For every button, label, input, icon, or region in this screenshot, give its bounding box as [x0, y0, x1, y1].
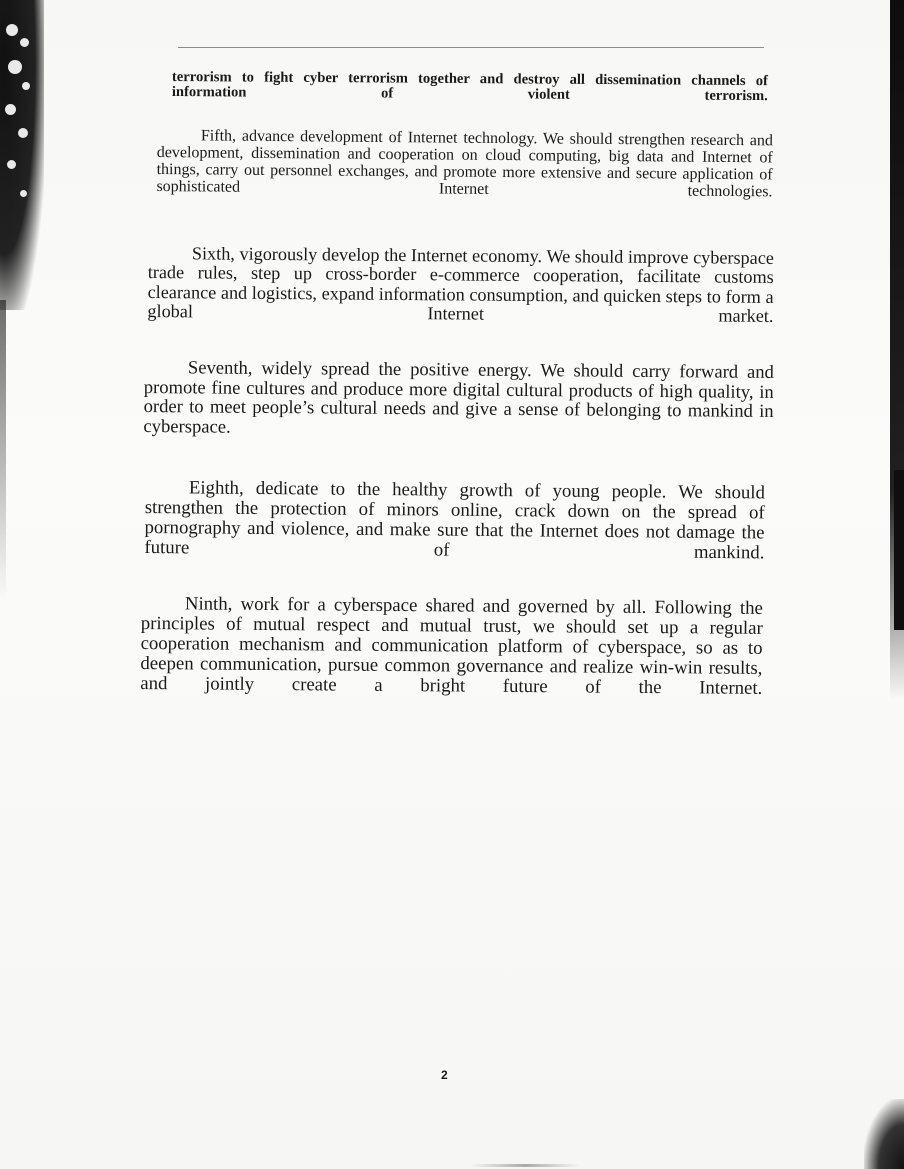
paragraph-sixth [147, 244, 774, 345]
paragraph-text: advance development of Internet technology. We should strengthen research and development, dissemination and cooperation on cloud computing, big data and Internet of things, carry out personnel exchanges, and promote more extensive and secure application of sophisticated Internet technologies. [156, 127, 774, 201]
paragraph-text: dedicate to the healthy growth of young people. We should strengthen the protection of minors online, crack down on the spread of pornography and violence, and make sure that the Internet does not damage the future of mankind. [144, 477, 765, 564]
background-pattern [4, 20, 34, 220]
paragraph-continuation [172, 70, 768, 121]
paragraph-text: widely spread the positive energy. We should carry forward and promote fine cultures and produce more digital cultural products of high quality, in order to meet people’s cultural needs and give a sense of belonging to mankind in cyberspace. [143, 357, 774, 438]
page-edge-shadow-left-lower [0, 300, 6, 600]
paragraph-lead: Ninth, [184, 593, 233, 615]
paragraph-lead: Eighth, [188, 477, 244, 499]
paragraph-seventh [143, 358, 774, 461]
paragraph-lead: Fifth, [200, 127, 237, 145]
header-rule [178, 47, 764, 48]
paragraph-text: work for a cyberspace shared and governed by all. Following the principles of mutual respect and mutual trust, we should set up a regular cooperation mechanism and communication platform of cyberspace, so as to deepen communication, pursue common governance and realize win-win results, and jointly create a bright future of the Internet. [140, 593, 763, 699]
paragraph-eighth [144, 478, 765, 583]
page-edge-shadow-right-lower [894, 470, 904, 630]
paragraph-ninth [140, 594, 763, 718]
paragraph-lead: Sixth, [191, 243, 235, 264]
paragraph-lead: Seventh, [187, 357, 253, 379]
bottom-smudge [470, 1164, 580, 1167]
paragraph-fifth [156, 128, 773, 218]
paragraph-text: terrorism to fight cyber terrorism together and destroy all dissemination channels of information of violent terrorism. [171, 69, 768, 105]
page-number: 2 [441, 1068, 448, 1082]
paragraph-text: vigorously develop the Internet economy. We should improve cyberspace trade rules, step up cross-border e-commerce cooperation, facilitate customs clearance and logistics, expand information consumption, and quicken steps to form a global Internet market. [147, 243, 775, 326]
page-corner-shadow [864, 1099, 904, 1169]
